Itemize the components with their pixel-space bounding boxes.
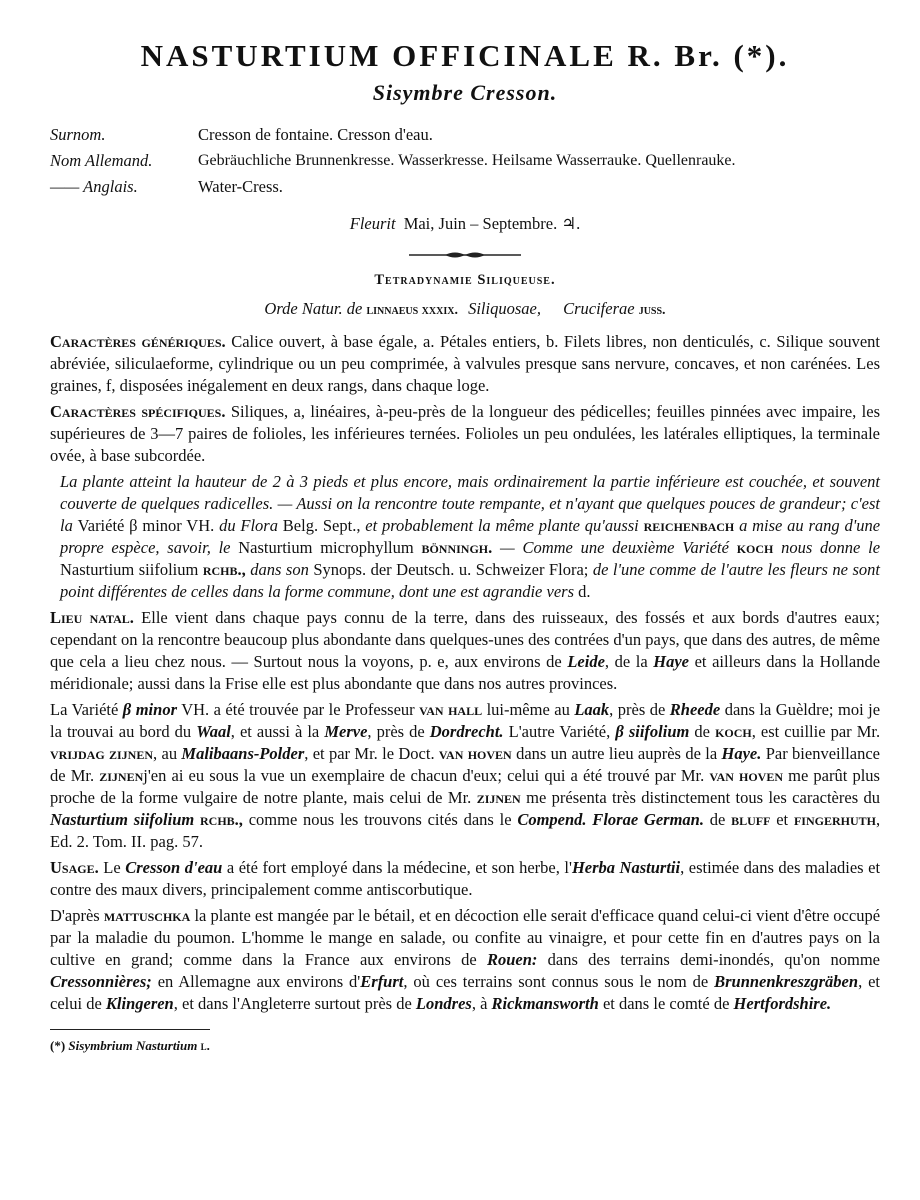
- section-text: j'en ai eu sous la vue un exemplaire de chacun d'eux; celui qui a été trouvé par Mr.: [143, 766, 705, 785]
- section-text: de: [694, 722, 710, 741]
- person-name: van hall: [419, 700, 483, 719]
- page-title: NASTURTIUM OFFICINALE R. Br. (*).: [140, 38, 790, 73]
- usage-paragraph: [50, 857, 880, 901]
- section-text: VH. a été trouvée par le Professeur: [181, 700, 415, 719]
- flowering-value: Mai, Juin – Septembre.: [403, 214, 558, 233]
- variety-paragraph: [50, 699, 880, 853]
- variety-name: β minor: [122, 700, 177, 719]
- book-title: Compend. Florae German.: [517, 810, 704, 829]
- place-name: Haye: [653, 652, 689, 671]
- place-name: Hertfordshire.: [733, 994, 832, 1013]
- description-italic: [50, 471, 880, 603]
- section-text: D'après: [50, 906, 100, 925]
- name-row: [50, 124, 736, 150]
- desc-text: a mise au rang d'une propre espèce, savoir, le: [60, 516, 881, 557]
- author-name: koch: [736, 538, 774, 557]
- place-name: Londres: [415, 994, 472, 1013]
- footnote-mark: (*): [50, 1038, 66, 1053]
- section-text: me parût plus proche de la forme vulgaire de notre plante, mais celui de Mr.: [50, 766, 880, 807]
- name-label: —— Anglais.: [50, 177, 138, 196]
- author-name: reichenbach: [643, 516, 735, 535]
- desc-text: — Comme une deuxième Variété: [500, 538, 729, 557]
- section-label: Caractères spécifiques.: [50, 402, 226, 421]
- order-author: linnaeus xxxix.: [366, 303, 458, 318]
- section-text: Le: [103, 858, 121, 877]
- term: Brunnenkreszgräben: [714, 972, 859, 991]
- footnote: [50, 1038, 880, 1054]
- native-habitat: [50, 607, 880, 695]
- desc-text: Nasturtium microphyllum: [238, 538, 414, 557]
- section-text: de: [709, 810, 726, 829]
- name-row: [50, 150, 736, 176]
- person-name: rchb.,: [200, 810, 243, 829]
- order-text: Orde Natur. de: [264, 299, 363, 318]
- common-names-table: [50, 124, 736, 202]
- section-text: et: [776, 810, 789, 829]
- natural-order-line: [50, 299, 880, 319]
- footnote-author: l.: [200, 1038, 210, 1053]
- name-row: [50, 176, 736, 202]
- term: Cressonnières;: [50, 972, 152, 991]
- desc-text: dans son: [250, 560, 309, 579]
- author-name: bönningh.: [421, 538, 493, 557]
- place-name: Rheede: [669, 700, 721, 719]
- flowering-line: [50, 214, 880, 234]
- section-text: , de la: [604, 652, 648, 671]
- name-value: Gebräuchliche Brunnenkresse. Wasserkresse. Heilsame Wasserrauke. Quellenrauke.: [198, 152, 736, 169]
- order-text: Cruciferae: [563, 299, 635, 318]
- place-name: Malibaans-Polder: [181, 744, 305, 763]
- section-text: L'autre Variété,: [508, 722, 611, 741]
- generic-characters: [50, 331, 880, 397]
- page-subtitle: Sisymbre Cresson.: [372, 80, 558, 105]
- section-text: la plante est mangée par le bétail, et en décoction elle serait d'efficace quand celui-ci vient d'être occupé par la maladie du poumon. L'homme le mange en salade, ou confite au vinaigre, et pour cette fin en d'autres pays on la cultive en grand; comme dans la France aux environs de: [50, 906, 881, 969]
- place-name: Leide: [567, 652, 605, 671]
- desc-text: La plante atteint la hauteur de 2 à 3 pieds et plus encore, mais ordinairement la partie inférieure est couchée, et souvent couverte de quelques radicelles. — Aussi on la rencontre toute rempante, et n'ayant que quelques pouces de grandeur; c'est la: [60, 472, 880, 535]
- section-text: , près de: [367, 722, 425, 741]
- desc-text: Variété β minor VH.: [77, 516, 215, 535]
- section-text: dans la Guèldre; moi je la trouvai au bord du: [50, 700, 881, 741]
- section-label: Caractères génériques.: [50, 332, 226, 351]
- section-text: , à: [471, 994, 488, 1013]
- section-text: et dans le comté de: [602, 994, 730, 1013]
- place-name: Laak: [574, 700, 610, 719]
- linnaean-class: Tetradynamie Siliqueuse.: [374, 272, 556, 288]
- desc-text: nous donne le: [781, 538, 881, 557]
- place-name: Erfurt: [360, 972, 404, 991]
- section-text: , près de: [609, 700, 666, 719]
- specific-characters: [50, 401, 880, 467]
- section-text: , Ed. 2. Tom. II. pag. 57.: [50, 810, 881, 851]
- section-label: Lieu natal.: [50, 608, 134, 627]
- desc-text: et probablement la même plante qu'aussi: [365, 516, 639, 535]
- name-value: Cresson de fontaine. Cresson d'eau.: [198, 125, 433, 144]
- desc-text: du Flora: [219, 516, 278, 535]
- section-text: comme nous les trouvons cités dans le: [248, 810, 512, 829]
- name-label: Surnom.: [50, 125, 106, 144]
- section-text: Calice ouvert, à base égale, a. Pétales entiers, b. Filets libres, non denticulés, c. Silique souvent abréviée, siliculaeforme, cylindrique ou un peu comprimée, à valvules presque sans nervure, concaves, et non carénées. Les graines, f, disposées inégalement en deux rangs, dans chaque loge.: [50, 332, 881, 395]
- person-name: fingerhuth: [793, 810, 876, 829]
- section-text: , et aussi à la: [230, 722, 320, 741]
- desc-text: Synops. der Deutsch. u. Schweizer Flora;: [313, 560, 589, 579]
- section-text: , et par Mr. le Doct.: [304, 744, 435, 763]
- section-text: en Allemagne aux environs d': [157, 972, 361, 991]
- person-name: vrijdag zijnen: [50, 744, 154, 763]
- section-text: Siliques, a, linéaires, à-peu-près de la longueur des pédicelles; feuilles pinnées avec impaire, les supérieures de 3—7 paires de folioles, les inférieures ternées. Folioles un peu ondulées, les latérales elliptiques, la terminale ovée, à base subcordée.: [50, 402, 881, 465]
- section-text: , où ces terrains sont connus sous le nom de: [403, 972, 709, 991]
- section-text: , au: [153, 744, 178, 763]
- order-text: Siliquosae,: [468, 299, 541, 318]
- author-name: rchb.,: [202, 560, 246, 579]
- place-name: Haye.: [721, 744, 762, 763]
- name-label: Nom Allemand.: [50, 151, 153, 170]
- person-name: zijnen: [476, 788, 521, 807]
- section-text: a été fort employé dans la médecine, et son herbe, l': [226, 858, 572, 877]
- footnote-rule: [50, 1029, 210, 1030]
- species-name: Nasturtium siifolium: [50, 810, 195, 829]
- place-name: Waal: [196, 722, 231, 741]
- cultivation-paragraph: [50, 905, 880, 1015]
- perennial-symbol: ♃.: [561, 214, 581, 233]
- order-author: juss.: [638, 303, 666, 318]
- plant-name: Herba Nasturtii: [571, 858, 681, 877]
- section-text: , estimée dans des maladies et contre des maux divers, principalement comme antiscorbutique.: [50, 858, 881, 899]
- section-text: dans des terrains demi-inondés, qu'on nomme: [547, 950, 881, 969]
- section-text: et ailleurs dans la Hollande méridionale; aussi dans la Frise elle est plus abondante que dans nos autres provinces.: [50, 652, 881, 693]
- page: [50, 36, 880, 1054]
- section-text: me présenta très distinctement tous les caractères du: [526, 788, 881, 807]
- section-text: , et celui de: [50, 972, 881, 1013]
- section-text: , et dans l'Angleterre surtout près de: [173, 994, 412, 1013]
- section-text: La Variété: [50, 700, 119, 719]
- plant-name: Cresson d'eau: [125, 858, 223, 877]
- variety-name: β siifolium: [615, 722, 690, 741]
- desc-text: d.: [578, 582, 591, 601]
- person-name: van hoven: [709, 766, 783, 785]
- footnote-text: Sisymbrium Nasturtium: [68, 1038, 198, 1053]
- section-text: dans un autre lieu auprès de la: [516, 744, 718, 763]
- desc-text: Nasturtium siifolium: [60, 560, 199, 579]
- place-name: Dordrecht.: [429, 722, 504, 741]
- person-name: van hoven: [438, 744, 512, 763]
- place-name: Rickmansworth: [491, 994, 599, 1013]
- section-label: Usage.: [50, 858, 99, 877]
- person-name: bluff: [731, 810, 771, 829]
- section-text: Par bienveillance de Mr.: [50, 744, 880, 785]
- section-text: lui-même au: [486, 700, 570, 719]
- person-name: zijnen: [99, 766, 144, 785]
- place-name: Merve: [324, 722, 368, 741]
- section-text: , est cuillie par Mr.: [751, 722, 881, 741]
- divider-ornament: [50, 248, 880, 260]
- flowering-label: Fleurit: [349, 214, 396, 233]
- person-name: koch: [715, 722, 752, 741]
- section-text: Elle vient dans chaque pays connu de la terre, dans des ruisseaux, des fossés et aux bords d'autres eaux; cependant on la rencontre beaucoup plus abondante dans quelques-unes des contrées d'un pays, que dans des autres, de même que cela a lieu chez nous. — Surtout nous la voyons, p. e, aux environs de: [50, 608, 880, 671]
- term: Klingeren: [105, 994, 174, 1013]
- name-value: Water-Cress.: [198, 177, 283, 196]
- person-name: mattuschka: [103, 906, 191, 925]
- desc-text: Belg. Sept.,: [282, 516, 361, 535]
- place-name: Rouen:: [486, 950, 538, 969]
- desc-text: de l'une comme de l'autre les fleurs ne sont point différentes de celles dans la forme commune, dont une est agrandie vers: [60, 560, 880, 601]
